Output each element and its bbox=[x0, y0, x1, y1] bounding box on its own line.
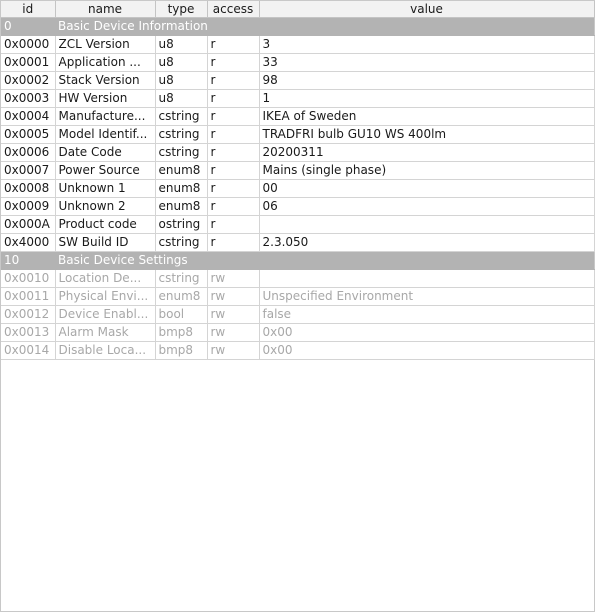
attribute-name-cell: Device Enabl... bbox=[55, 306, 155, 324]
attribute-value-cell[interactable] bbox=[259, 270, 594, 288]
attribute-table bbox=[1, 1, 595, 360]
attribute-value-cell[interactable]: 3 bbox=[259, 36, 594, 54]
attribute-name-cell: Disable Loca... bbox=[55, 342, 155, 360]
attribute-access-cell: rw bbox=[207, 270, 259, 288]
attribute-type-cell: cstring bbox=[155, 270, 207, 288]
attribute-type-cell: ostring bbox=[155, 216, 207, 234]
attribute-id-cell: 0x000A bbox=[1, 216, 55, 234]
table-row[interactable] bbox=[1, 288, 594, 306]
attribute-id-cell: 0x0003 bbox=[1, 90, 55, 108]
cluster-title: Basic Device Settings bbox=[55, 252, 594, 270]
attribute-id-cell: 0x4000 bbox=[1, 234, 55, 252]
attribute-access-cell: r bbox=[207, 198, 259, 216]
attribute-type-cell: enum8 bbox=[155, 198, 207, 216]
attribute-id-cell: 0x0013 bbox=[1, 324, 55, 342]
attribute-type-cell: u8 bbox=[155, 72, 207, 90]
attribute-access-cell: r bbox=[207, 180, 259, 198]
attribute-name-cell: Location De... bbox=[55, 270, 155, 288]
attribute-id-cell: 0x0014 bbox=[1, 342, 55, 360]
attribute-type-cell: cstring bbox=[155, 108, 207, 126]
attribute-value-cell[interactable]: 33 bbox=[259, 54, 594, 72]
cluster-header-row[interactable] bbox=[1, 18, 594, 36]
attribute-name-cell: Product code bbox=[55, 216, 155, 234]
attribute-value-cell[interactable]: 1 bbox=[259, 90, 594, 108]
table-row[interactable] bbox=[1, 90, 594, 108]
attribute-access-cell: r bbox=[207, 234, 259, 252]
attribute-value-cell[interactable]: TRADFRI bulb GU10 WS 400lm bbox=[259, 126, 594, 144]
attribute-value-cell[interactable]: 0x00 bbox=[259, 324, 594, 342]
attribute-id-cell: 0x0010 bbox=[1, 270, 55, 288]
attribute-type-cell: cstring bbox=[155, 234, 207, 252]
attribute-name-cell: Power Source bbox=[55, 162, 155, 180]
column-header-value[interactable]: value bbox=[259, 1, 594, 18]
attribute-type-cell: enum8 bbox=[155, 288, 207, 306]
attribute-type-cell: enum8 bbox=[155, 180, 207, 198]
attribute-name-cell: Physical Envi... bbox=[55, 288, 155, 306]
table-row[interactable] bbox=[1, 72, 594, 90]
attribute-name-cell: Manufacture... bbox=[55, 108, 155, 126]
attribute-type-cell: bmp8 bbox=[155, 342, 207, 360]
table-header-row bbox=[1, 1, 594, 18]
attribute-value-cell[interactable]: 00 bbox=[259, 180, 594, 198]
table-row[interactable] bbox=[1, 126, 594, 144]
column-header-id[interactable]: id bbox=[1, 1, 55, 18]
attribute-id-cell: 0x0007 bbox=[1, 162, 55, 180]
attribute-name-cell: Model Identif... bbox=[55, 126, 155, 144]
attribute-type-cell: u8 bbox=[155, 36, 207, 54]
attribute-access-cell: rw bbox=[207, 288, 259, 306]
attribute-value-cell[interactable]: 20200311 bbox=[259, 144, 594, 162]
attribute-type-cell: cstring bbox=[155, 144, 207, 162]
attribute-type-cell: bool bbox=[155, 306, 207, 324]
attribute-type-cell: enum8 bbox=[155, 162, 207, 180]
table-row[interactable] bbox=[1, 198, 594, 216]
attribute-id-cell: 0x0009 bbox=[1, 198, 55, 216]
cluster-title: Basic Device Information bbox=[55, 18, 594, 36]
table-row[interactable] bbox=[1, 162, 594, 180]
cluster-id: 10 bbox=[1, 252, 55, 270]
attribute-id-cell: 0x0006 bbox=[1, 144, 55, 162]
attribute-name-cell: Date Code bbox=[55, 144, 155, 162]
column-header-name[interactable]: name bbox=[55, 1, 155, 18]
table-row[interactable] bbox=[1, 216, 594, 234]
attribute-type-cell: u8 bbox=[155, 54, 207, 72]
attribute-id-cell: 0x0005 bbox=[1, 126, 55, 144]
attribute-access-cell: r bbox=[207, 144, 259, 162]
attribute-name-cell: HW Version bbox=[55, 90, 155, 108]
attribute-value-cell[interactable]: false bbox=[259, 306, 594, 324]
column-header-access[interactable]: access bbox=[207, 1, 259, 18]
attribute-id-cell: 0x0012 bbox=[1, 306, 55, 324]
attribute-id-cell: 0x0011 bbox=[1, 288, 55, 306]
cluster-header-row[interactable] bbox=[1, 252, 594, 270]
table-row[interactable] bbox=[1, 324, 594, 342]
table-row[interactable] bbox=[1, 36, 594, 54]
table-row[interactable] bbox=[1, 144, 594, 162]
attribute-access-cell: rw bbox=[207, 306, 259, 324]
cluster-id: 0 bbox=[1, 18, 55, 36]
attribute-value-cell[interactable]: 2.3.050 bbox=[259, 234, 594, 252]
attribute-access-cell: r bbox=[207, 162, 259, 180]
attribute-name-cell: Stack Version bbox=[55, 72, 155, 90]
table-row[interactable] bbox=[1, 342, 594, 360]
attribute-value-cell[interactable]: Unspecified Environment bbox=[259, 288, 594, 306]
attribute-name-cell: SW Build ID bbox=[55, 234, 155, 252]
attribute-value-cell[interactable]: 06 bbox=[259, 198, 594, 216]
attribute-access-cell: r bbox=[207, 108, 259, 126]
attribute-access-cell: rw bbox=[207, 342, 259, 360]
attribute-name-cell: Application ... bbox=[55, 54, 155, 72]
attribute-access-cell: r bbox=[207, 72, 259, 90]
attribute-access-cell: r bbox=[207, 216, 259, 234]
attribute-value-cell[interactable]: IKEA of Sweden bbox=[259, 108, 594, 126]
attribute-name-cell: Unknown 1 bbox=[55, 180, 155, 198]
attribute-name-cell: Unknown 2 bbox=[55, 198, 155, 216]
table-row[interactable] bbox=[1, 108, 594, 126]
table-row[interactable] bbox=[1, 180, 594, 198]
attribute-access-cell: rw bbox=[207, 324, 259, 342]
table-row[interactable] bbox=[1, 234, 594, 252]
attribute-id-cell: 0x0004 bbox=[1, 108, 55, 126]
attribute-value-cell[interactable] bbox=[259, 216, 594, 234]
attribute-value-cell[interactable]: 0x00 bbox=[259, 342, 594, 360]
table-row[interactable] bbox=[1, 270, 594, 288]
attribute-type-cell: u8 bbox=[155, 90, 207, 108]
attribute-id-cell: 0x0008 bbox=[1, 180, 55, 198]
attribute-access-cell: r bbox=[207, 36, 259, 54]
table-body bbox=[1, 18, 594, 360]
attribute-access-cell: r bbox=[207, 54, 259, 72]
attribute-value-cell[interactable]: 98 bbox=[259, 72, 594, 90]
attribute-id-cell: 0x0000 bbox=[1, 36, 55, 54]
attribute-access-cell: r bbox=[207, 90, 259, 108]
table-row[interactable] bbox=[1, 54, 594, 72]
attribute-id-cell: 0x0002 bbox=[1, 72, 55, 90]
column-header-type[interactable]: type bbox=[155, 1, 207, 18]
table-row[interactable] bbox=[1, 306, 594, 324]
attribute-access-cell: r bbox=[207, 126, 259, 144]
attribute-name-cell: ZCL Version bbox=[55, 36, 155, 54]
attribute-name-cell: Alarm Mask bbox=[55, 324, 155, 342]
attribute-value-cell[interactable]: Mains (single phase) bbox=[259, 162, 594, 180]
attribute-type-cell: cstring bbox=[155, 126, 207, 144]
attribute-id-cell: 0x0001 bbox=[1, 54, 55, 72]
attribute-type-cell: bmp8 bbox=[155, 324, 207, 342]
